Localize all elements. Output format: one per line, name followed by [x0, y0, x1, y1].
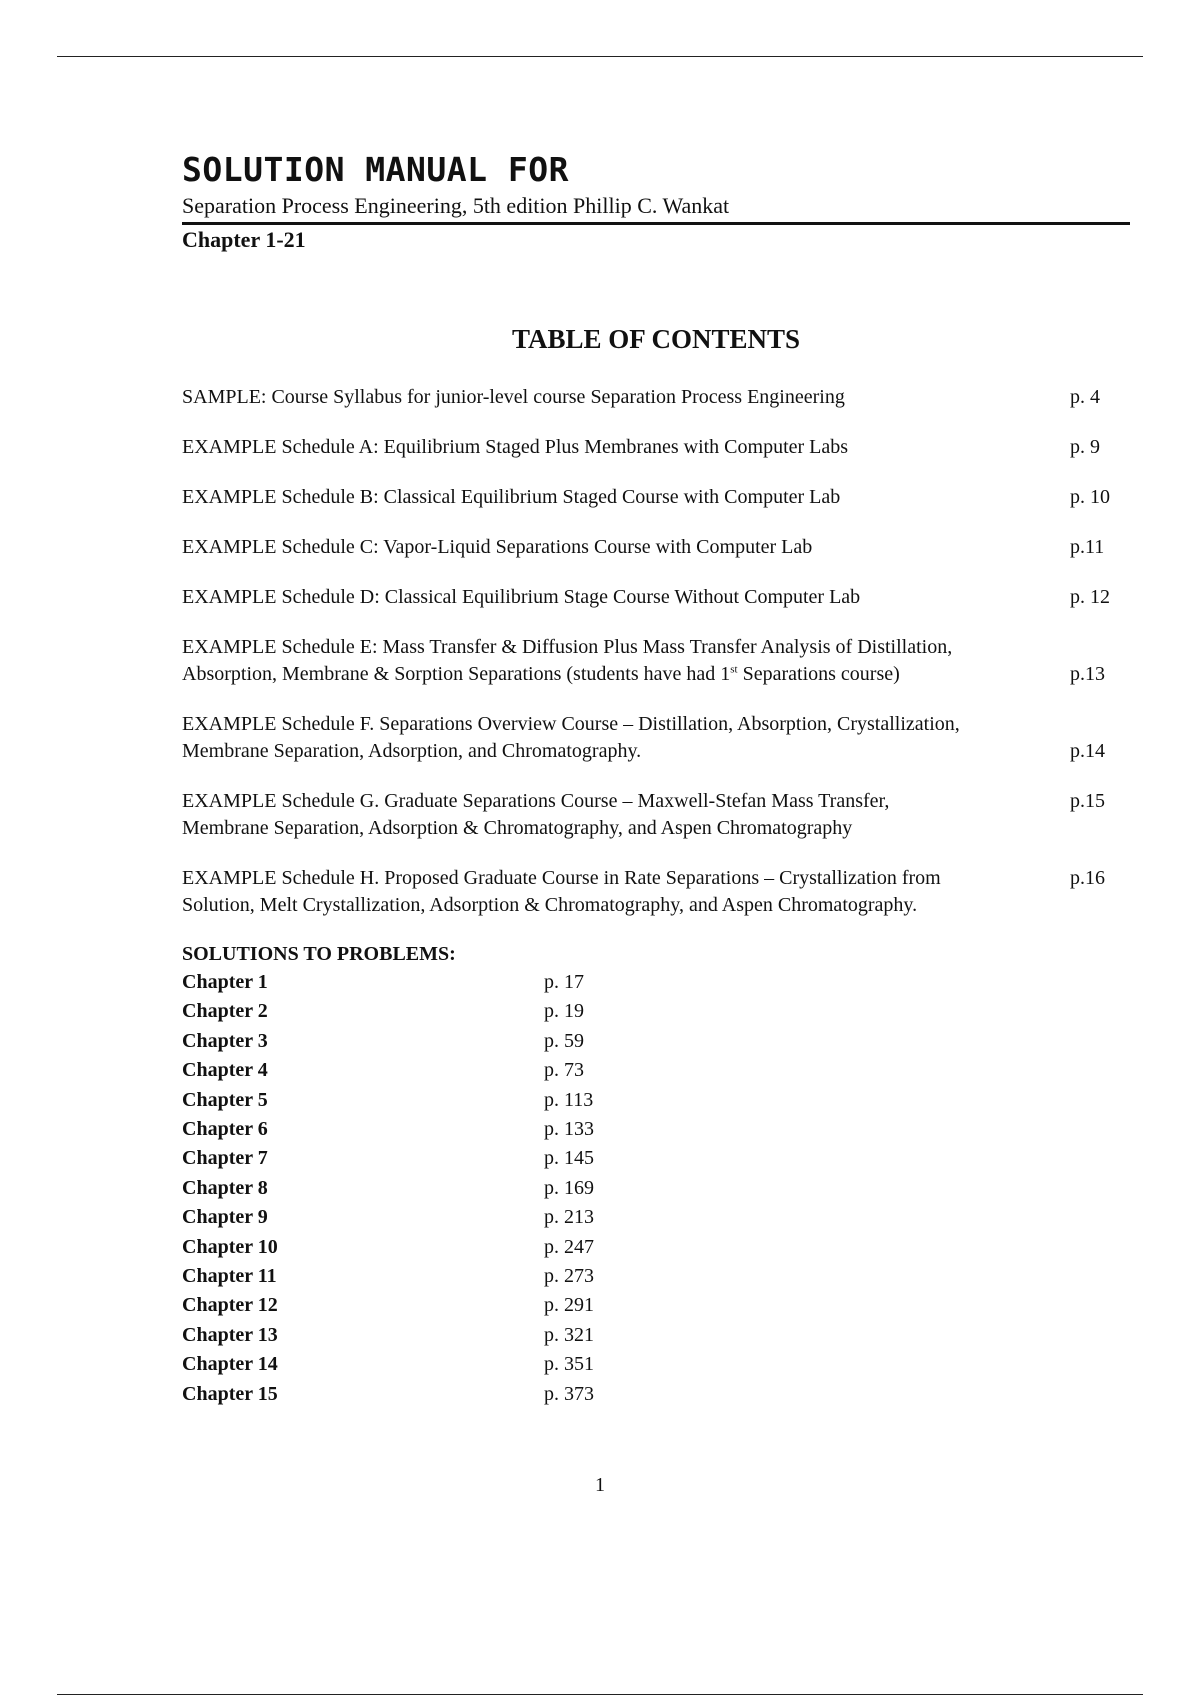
toc-entry-line: EXAMPLE Schedule C: Vapor-Liquid Separations Course with Computer Lab: [182, 536, 813, 558]
toc-entry-text: [182, 584, 1042, 611]
chapter-row[interactable]: [182, 1144, 1130, 1173]
chapter-page: p. 351: [544, 1353, 594, 1376]
chapter-page: p. 17: [544, 971, 584, 993]
toc-entry-text: [182, 711, 1042, 765]
chapter-page: p. 373: [544, 1382, 594, 1405]
toc-entry-line: EXAMPLE Schedule D: Classical Equilibrium Stage Course Without Computer Lab: [182, 586, 861, 608]
toc-entry-page: p. 12: [1070, 586, 1110, 608]
toc-entry-text: [182, 384, 1042, 411]
chapter-page: p. 145: [544, 1147, 594, 1170]
chapter-page: p. 169: [544, 1176, 594, 1199]
toc-entry-line: EXAMPLE Schedule F. Separations Overview Course – Distillation, Absorption, Crystallization,: [182, 713, 960, 735]
bottom-rule: [57, 1694, 1143, 1695]
toc-entry-line-part: Separations course): [737, 663, 900, 685]
chapter-row[interactable]: [182, 1115, 1130, 1144]
chapter-label: Chapter 5: [182, 1088, 268, 1111]
toc-entry-page: p. 9: [1070, 436, 1100, 458]
chapter-row[interactable]: [182, 1174, 1130, 1203]
chapter-label: Chapter 8: [182, 1176, 268, 1199]
chapter-label: Chapter 9: [182, 1206, 268, 1229]
document-page: [182, 150, 1130, 1409]
chapter-label: Chapter 3: [182, 1029, 268, 1052]
toc-entry[interactable]: [182, 484, 1130, 511]
chapter-page: p. 247: [544, 1235, 594, 1258]
chapter-row[interactable]: [182, 968, 1130, 997]
toc-entry-page: p.13: [1070, 663, 1105, 685]
chapter-row[interactable]: [182, 1380, 1130, 1409]
toc-entry-page: p.14: [1070, 740, 1105, 762]
chapter-page: p. 113: [544, 1088, 594, 1111]
chapter-label: Chapter 10: [182, 1235, 278, 1258]
chapter-page: p. 133: [544, 1118, 594, 1141]
toc-entry[interactable]: [182, 865, 1130, 919]
chapter-page: p. 59: [544, 1029, 584, 1052]
toc-entry-line-part: Absorption, Membrane & Sorption Separations (students have had 1: [182, 663, 731, 685]
title-rule: [182, 222, 1130, 225]
page-number: 1: [595, 1474, 605, 1496]
toc-entry[interactable]: [182, 788, 1130, 842]
toc-entry[interactable]: [182, 534, 1130, 561]
chapter-label: Chapter 7: [182, 1147, 268, 1170]
toc-entry-line: EXAMPLE Schedule H. Proposed Graduate Course in Rate Separations – Crystallization from: [182, 867, 941, 889]
ordinal-superscript: st: [730, 663, 738, 676]
toc-entry-line: EXAMPLE Schedule B: Classical Equilibrium Staged Course with Computer Lab: [182, 486, 841, 508]
chapter-label: Chapter 1: [182, 971, 268, 993]
toc-entry-page: p. 10: [1070, 486, 1110, 508]
chapter-row[interactable]: [182, 1321, 1130, 1350]
toc-entry-text: [182, 865, 1042, 919]
top-rule: [57, 56, 1143, 57]
toc-entry-line: EXAMPLE Schedule E: Mass Transfer & Diffusion Plus Mass Transfer Analysis of Distillation,: [182, 636, 953, 658]
chapter-row[interactable]: [182, 1350, 1130, 1379]
chapter-row[interactable]: [182, 1262, 1130, 1291]
chapter-page: p. 73: [544, 1059, 584, 1082]
chapter-label: Chapter 6: [182, 1118, 268, 1141]
toc-entry[interactable]: [182, 634, 1130, 688]
chapter-page: p. 321: [544, 1323, 594, 1346]
chapter-label: Chapter 11: [182, 1265, 277, 1288]
toc-entry-text: [182, 434, 1042, 461]
chapter-row[interactable]: [182, 1027, 1130, 1056]
chapter-page: p. 291: [544, 1294, 594, 1317]
toc-entry-page: p.11: [1070, 536, 1105, 558]
toc-entry-line: EXAMPLE Schedule G. Graduate Separations Course – Maxwell-Stefan Mass Transfer,: [182, 790, 890, 812]
toc-entry-line: SAMPLE: Course Syllabus for junior-level course Separation Process Engineering: [182, 386, 845, 408]
toc-list: [182, 384, 1130, 919]
toc-entry[interactable]: [182, 711, 1130, 765]
solutions-heading: SOLUTIONS TO PROBLEMS:: [182, 943, 456, 965]
toc-entry[interactable]: [182, 434, 1130, 461]
toc-entry-page: p. 4: [1070, 386, 1100, 408]
chapter-page: p. 213: [544, 1206, 594, 1229]
chapter-row[interactable]: [182, 1233, 1130, 1262]
toc-entry-line: EXAMPLE Schedule A: Equilibrium Staged Plus Membranes with Computer Labs: [182, 436, 849, 458]
chapter-row[interactable]: [182, 997, 1130, 1026]
toc-entry[interactable]: [182, 384, 1130, 411]
toc-entry-line: [182, 661, 1042, 688]
chapter-page: p. 19: [544, 1000, 584, 1023]
document-subtitle: Separation Process Engineering, 5th edition Phillip C. Wankat: [182, 193, 730, 218]
toc-entry-text: [182, 534, 1042, 561]
chapter-label: Chapter 4: [182, 1059, 268, 1082]
chapter-label: Chapter 14: [182, 1353, 278, 1376]
toc-entry-text: [182, 484, 1042, 511]
chapter-label: Chapter 15: [182, 1382, 278, 1405]
chapter-page: p. 273: [544, 1265, 594, 1288]
chapter-row[interactable]: [182, 1056, 1130, 1085]
toc-entry-line: Solution, Melt Crystallization, Adsorption & Chromatography, and Aspen Chromatography.: [182, 894, 918, 916]
chapter-label: Chapter 12: [182, 1294, 278, 1317]
toc-entry-text: [182, 634, 1042, 688]
toc-entry-page: p.15: [1070, 790, 1105, 812]
chapter-row[interactable]: [182, 1203, 1130, 1232]
chapter-row[interactable]: [182, 1291, 1130, 1320]
toc-entry-page: p.16: [1070, 867, 1105, 889]
toc-entry[interactable]: [182, 584, 1130, 611]
chapter-label: Chapter 13: [182, 1323, 278, 1346]
chapter-row[interactable]: [182, 1086, 1130, 1115]
toc-entry-line: Membrane Separation, Adsorption, and Chromatography.: [182, 740, 642, 762]
toc-entry-line: Membrane Separation, Adsorption & Chromatography, and Aspen Chromatography: [182, 817, 853, 839]
toc-entry-text: [182, 788, 1042, 842]
document-title: SOLUTION MANUAL FOR: [182, 150, 569, 189]
chapter-list: [182, 968, 1130, 1409]
toc-heading: TABLE OF CONTENTS: [511, 324, 801, 354]
document-chapter-range: Chapter 1-21: [182, 227, 306, 252]
chapter-label: Chapter 2: [182, 1000, 268, 1023]
